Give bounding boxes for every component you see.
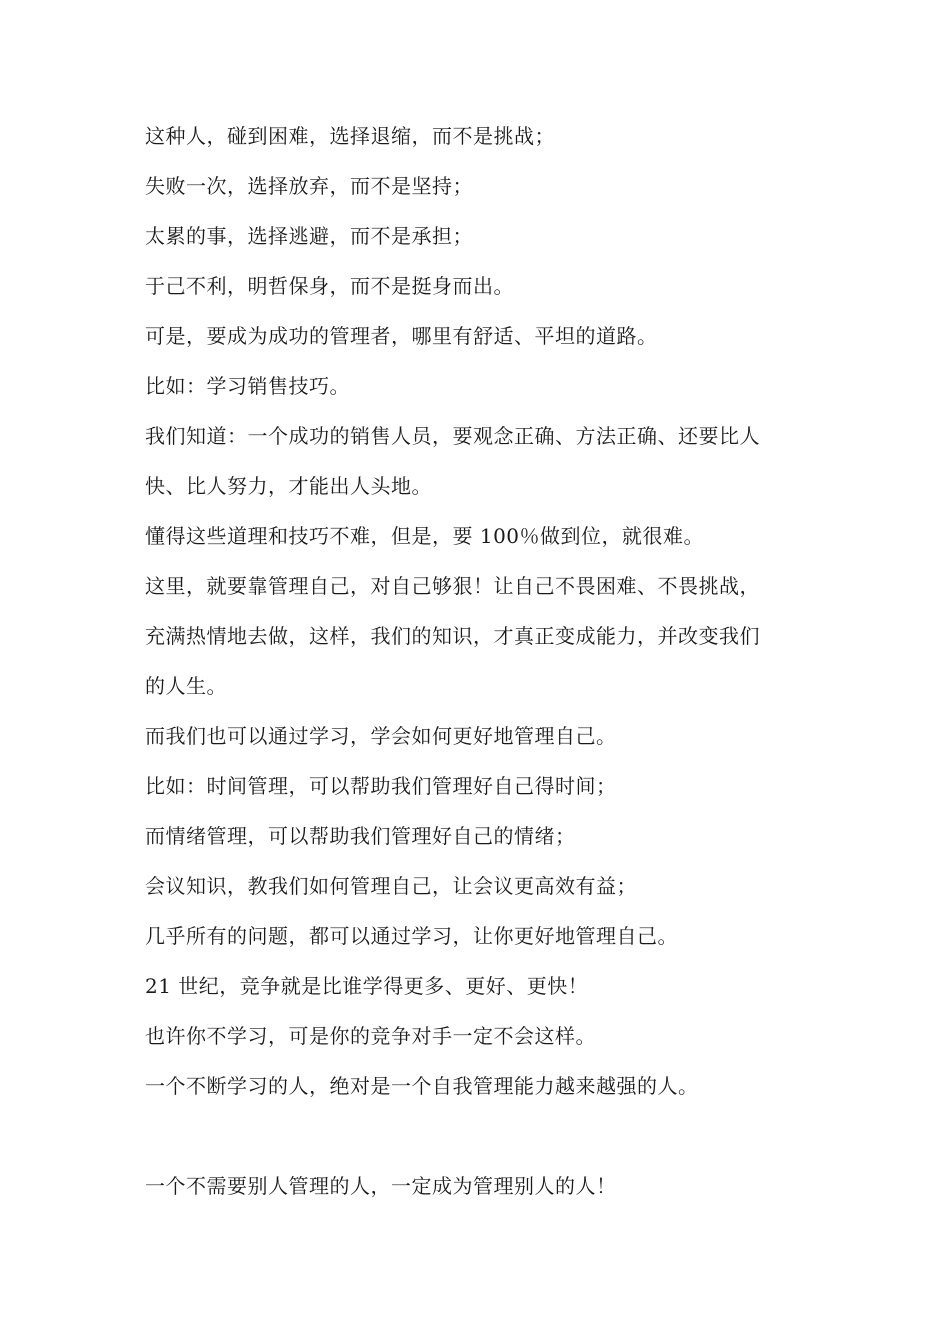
text-line: 比如：学习销售技巧。 [145,374,350,398]
text-line: 懂得这些道理和技巧不难，但是，要 100％做到位，就很难。 [145,524,705,548]
text-line: 可是，要成为成功的管理者，哪里有舒适、平坦的道路。 [145,324,658,348]
text-line: 会议知识，教我们如何管理自己，让会议更高效有益； [145,874,637,898]
document-body [145,118,815,1218]
text-line: 的人生。 [145,674,227,698]
text-line: 而我们也可以通过学习，学会如何更好地管理自己。 [145,724,617,748]
text-line: 比如：时间管理，可以帮助我们管理好自己得时间； [145,774,617,798]
text-line: 这种人，碰到困难，选择退缩，而不是挑战； [145,124,555,148]
text-line: 也许你不学习，可是你的竞争对手一定不会这样。 [145,1024,596,1048]
text-line: 几乎所有的问题，都可以通过学习，让你更好地管理自己。 [145,924,678,948]
closing-line: 一个不需要别人管理的人，一定成为管理别人的人！ [145,1174,617,1198]
text-line: 失败一次，选择放弃，而不是坚持； [145,174,473,198]
text-line: 快、比人努力，才能出人头地。 [145,474,432,498]
text-line: 太累的事，选择逃避，而不是承担； [145,224,473,248]
text-line: 充满热情地去做，这样，我们的知识，才真正变成能力，并改变我们 [145,624,760,648]
text-line: 这里，就要靠管理自己，对自己够狠！让自己不畏困难、不畏挑战， [145,574,760,598]
text-line: 21 世纪，竞争就是比谁学得更多、更好、更快！ [145,974,589,998]
text-line: 而情绪管理，可以帮助我们管理好自己的情绪； [145,824,576,848]
text-line: 我们知道：一个成功的销售人员，要观念正确、方法正确、还要比人 [145,424,760,448]
text-line: 于己不利，明哲保身，而不是挺身而出。 [145,274,514,298]
blank-line [145,1118,815,1168]
text-line: 一个不断学习的人，绝对是一个自我管理能力越来越强的人。 [145,1074,699,1098]
